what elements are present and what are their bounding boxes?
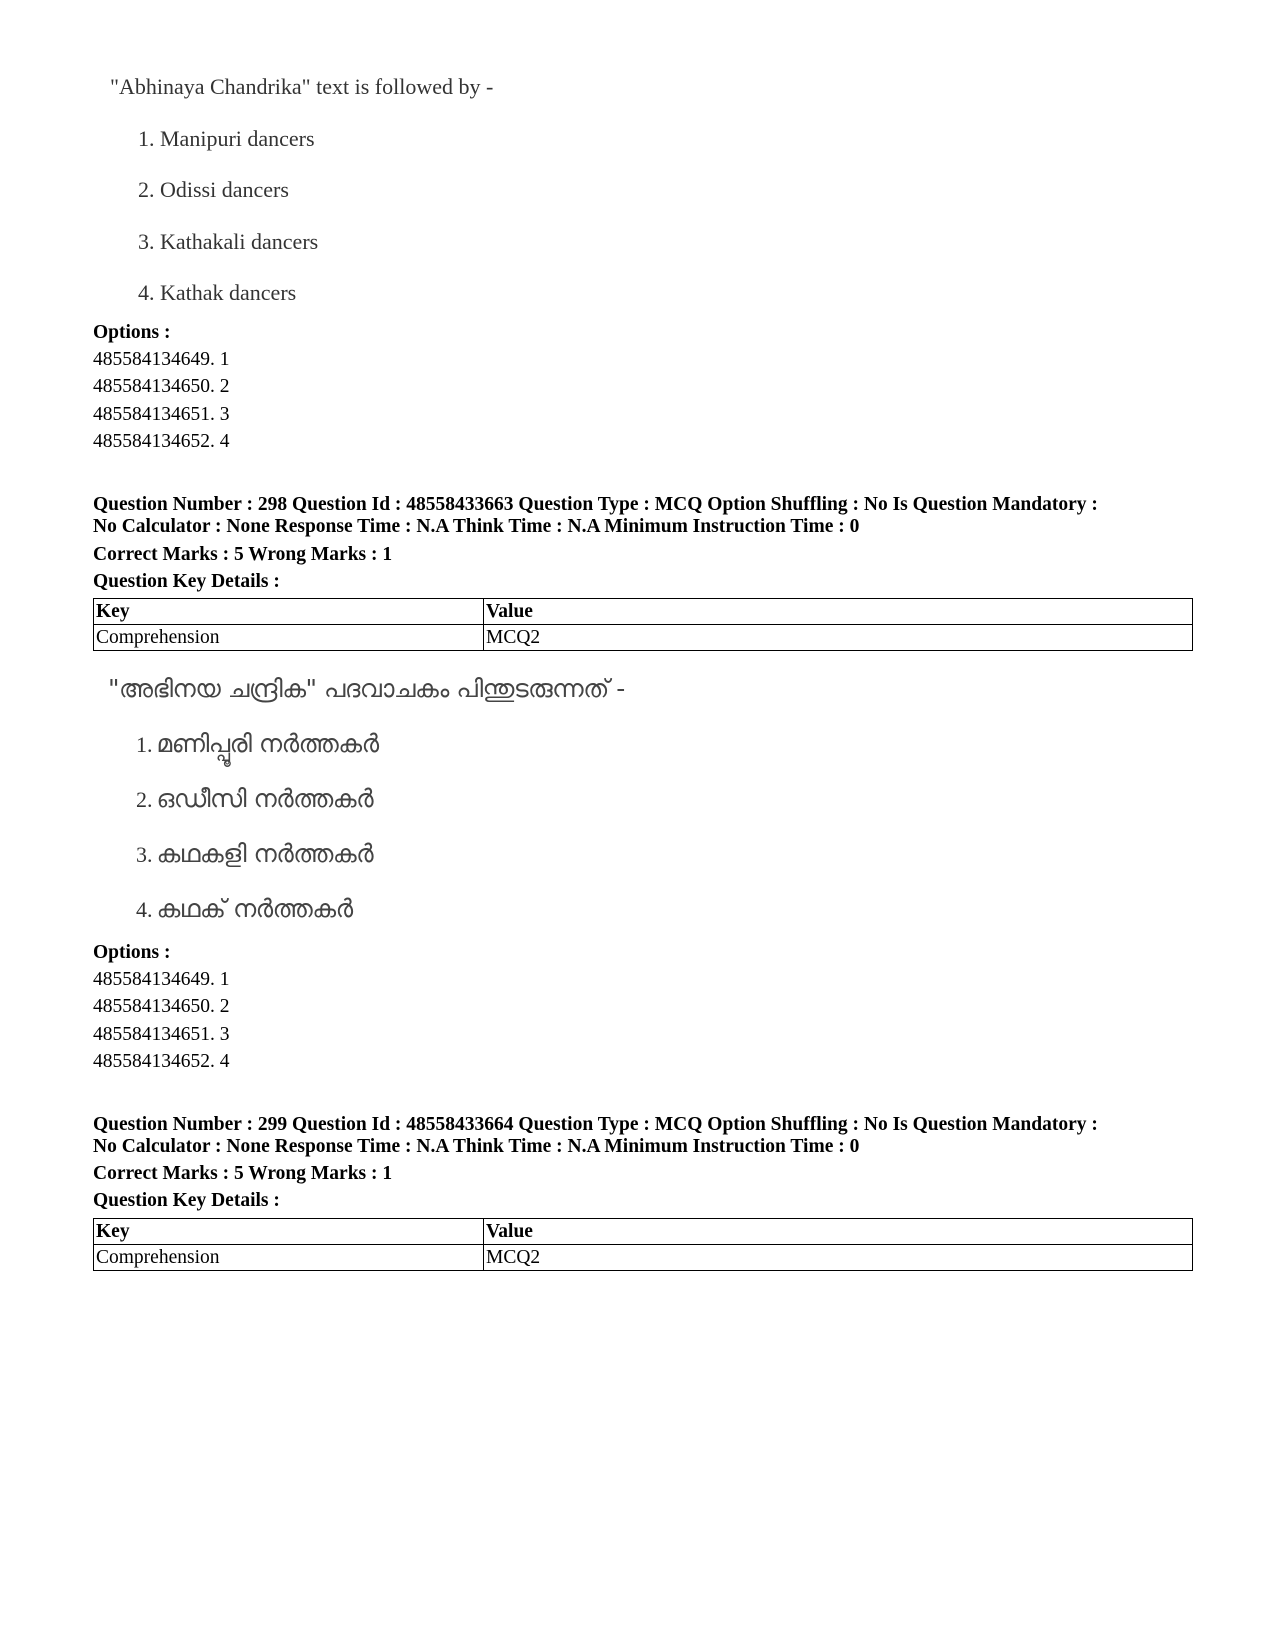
table-header-key: Key bbox=[94, 1219, 484, 1245]
question-marks: Correct Marks : 5 Wrong Marks : 1 bbox=[93, 544, 393, 565]
table-row bbox=[94, 1245, 1193, 1271]
key-details-label: Question Key Details : bbox=[93, 571, 280, 592]
choice-text: ഒഡീസി നർത്തകർ bbox=[156, 784, 374, 813]
options-label: Options : bbox=[93, 942, 171, 963]
option-line: 485584134650. 2 bbox=[93, 376, 230, 397]
choice-text: കഥകളി നർത്തകർ bbox=[156, 839, 374, 868]
table-cell-key: Comprehension bbox=[94, 625, 484, 651]
option-line: 485584134650. 2 bbox=[93, 996, 230, 1017]
key-details-label: Question Key Details : bbox=[93, 1190, 280, 1211]
option-line: 485584134649. 1 bbox=[93, 969, 230, 990]
question-choice: 2. Odissi dancers bbox=[138, 177, 289, 202]
table-header-row bbox=[94, 1219, 1193, 1245]
question-choice bbox=[136, 784, 373, 814]
table-header-value: Value bbox=[484, 599, 1193, 625]
choice-text: മണിപ്പൂരി നർത്തകർ bbox=[156, 729, 379, 758]
options-label: Options : bbox=[93, 322, 171, 343]
table-cell-value: MCQ2 bbox=[484, 1245, 1193, 1271]
question-choice bbox=[136, 729, 379, 759]
option-line: 485584134649. 1 bbox=[93, 349, 230, 370]
question-stem: "Abhinaya Chandrika" text is followed by - bbox=[110, 74, 494, 99]
table-header-key: Key bbox=[94, 599, 484, 625]
table-cell-value: MCQ2 bbox=[484, 625, 1193, 651]
choice-text: കഥക് നർത്തകർ bbox=[156, 894, 353, 923]
table-cell-key: Comprehension bbox=[94, 1245, 484, 1271]
question-meta: Question Number : 299 Question Id : 48558433664 Question Type : MCQ Option Shuffling : No Is Question Mandatory : bbox=[93, 1114, 1098, 1135]
question-choice: 4. Kathak dancers bbox=[138, 280, 297, 305]
option-line: 485584134652. 4 bbox=[93, 431, 230, 452]
table-header-row bbox=[94, 599, 1193, 625]
question-choice: 1. Manipuri dancers bbox=[138, 126, 315, 151]
option-line: 485584134651. 3 bbox=[93, 404, 230, 425]
question-meta: Question Number : 298 Question Id : 48558433663 Question Type : MCQ Option Shuffling : No Is Question Mandatory : bbox=[93, 494, 1098, 515]
question-choice: 3. Kathakali dancers bbox=[138, 229, 319, 254]
key-details-table bbox=[93, 1218, 1193, 1271]
option-line: 485584134651. 3 bbox=[93, 1024, 230, 1045]
table-header-value: Value bbox=[484, 1219, 1193, 1245]
choice-number: 3. bbox=[136, 842, 153, 867]
question-choice bbox=[136, 894, 353, 924]
question-meta: No Calculator : None Response Time : N.A Think Time : N.A Minimum Instruction Time : 0 bbox=[93, 1136, 860, 1157]
question-marks: Correct Marks : 5 Wrong Marks : 1 bbox=[93, 1163, 393, 1184]
choice-number: 4. bbox=[136, 897, 153, 922]
option-line: 485584134652. 4 bbox=[93, 1051, 230, 1072]
question-stem: "അഭിനയ ചന്ദ്രിക" പദവാചകം പിന്തുടരുന്നത് - bbox=[108, 674, 625, 703]
choice-number: 2. bbox=[136, 787, 153, 812]
table-row bbox=[94, 625, 1193, 651]
question-meta: No Calculator : None Response Time : N.A Think Time : N.A Minimum Instruction Time : 0 bbox=[93, 516, 860, 537]
question-choice bbox=[136, 839, 373, 869]
choice-number: 1. bbox=[136, 732, 153, 757]
key-details-table bbox=[93, 598, 1193, 651]
